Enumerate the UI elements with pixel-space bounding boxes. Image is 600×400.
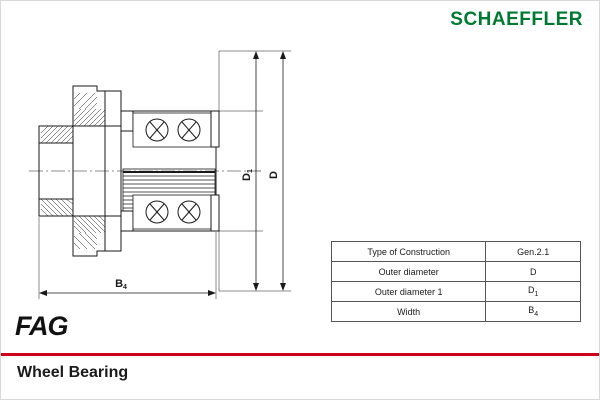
dimension-label-d1: D1 (241, 169, 254, 181)
specification-table (331, 241, 581, 322)
table-row (332, 282, 581, 302)
specification-table-body (332, 242, 581, 322)
wheel-bearing-cross-section-drawing (11, 31, 321, 311)
spec-value-text: D (527, 285, 535, 296)
bearing-drawing-svg (11, 31, 321, 311)
table-row (332, 242, 581, 262)
spec-value-text: D (529, 266, 537, 277)
spec-value-subscript: 4 (534, 310, 539, 318)
spec-value-text: Gen.2.1 (517, 246, 550, 257)
spec-value (486, 302, 581, 322)
spec-value-subscript: 1 (534, 290, 539, 298)
fag-logo-text: FAG (15, 311, 68, 341)
page-title: Wheel Bearing (17, 364, 129, 381)
spec-value (486, 282, 581, 302)
accent-divider (1, 353, 599, 356)
dimension-label-b4: B4 (115, 278, 127, 291)
spec-label: Outer diameter (332, 262, 486, 282)
dimension-label-d: D (268, 171, 280, 179)
table-row (332, 262, 581, 282)
spec-value (486, 262, 581, 282)
table-row (332, 302, 581, 322)
spec-value-text: B (528, 305, 535, 316)
fag-logo (15, 311, 85, 341)
spec-label: Outer diameter 1 (332, 282, 486, 302)
spec-label: Type of Construction (332, 242, 486, 262)
schaeffler-logo: SCHAEFFLER (450, 9, 583, 30)
spec-value (486, 242, 581, 262)
spec-label: Width (332, 302, 486, 322)
